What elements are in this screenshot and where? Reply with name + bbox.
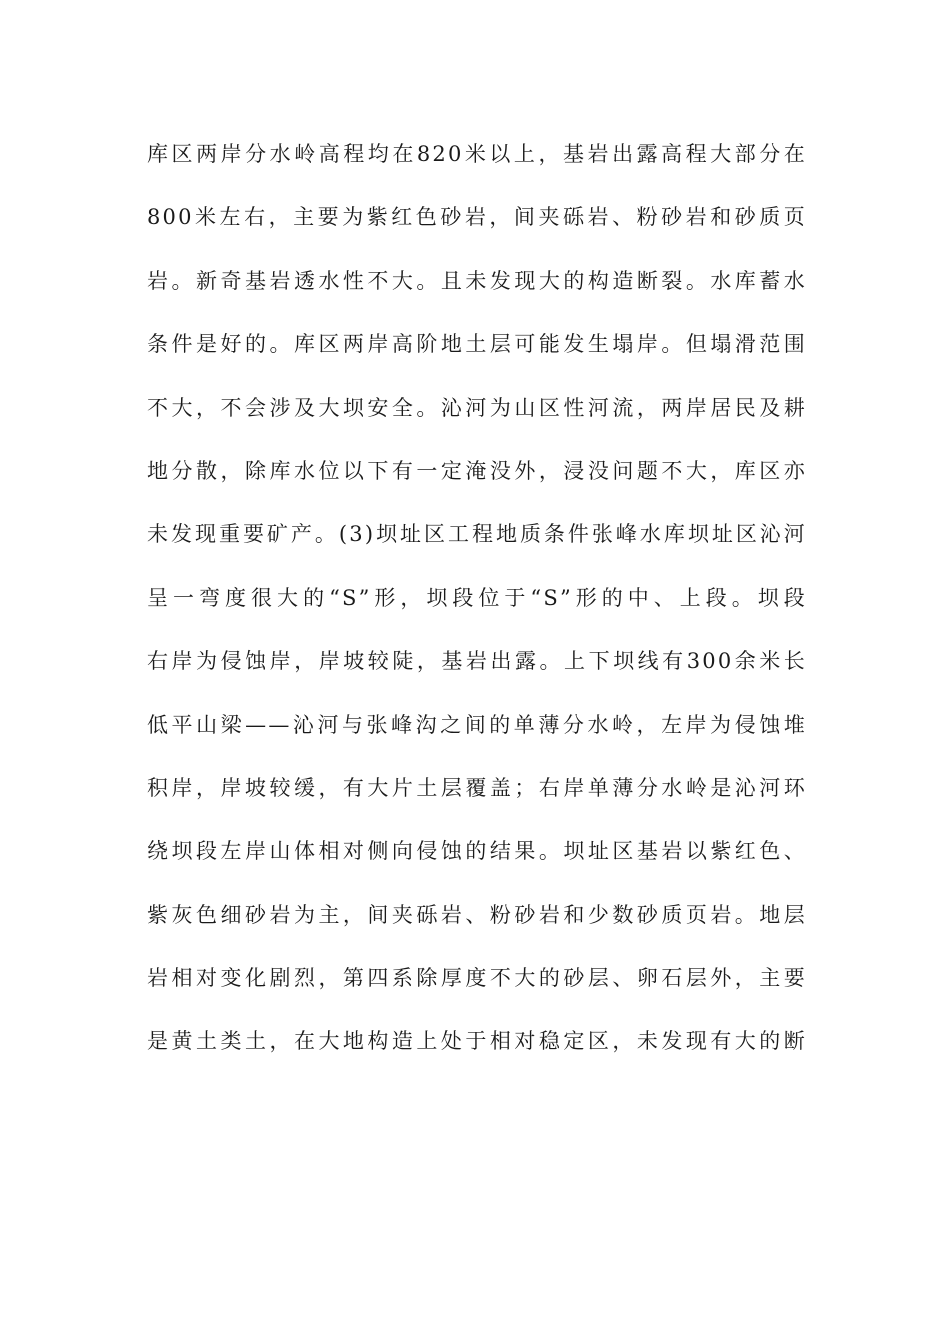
text-line: 不大，不会涉及大坝安全。沁河为山区性河流，两岸居民及耕 [147, 395, 807, 420]
text-line: 绕坝段左岸山体相对侧向侵蚀的结果。坝址区基岩以紫红色、 [147, 839, 807, 864]
text-line: 未发现重要矿产。(3)坝址区工程地质条件张峰水库坝址区沁河 [147, 522, 807, 547]
text-line: 岩。新奇基岩透水性不大。且未发现大的构造断裂。水库蓄水 [147, 268, 807, 293]
text-line: 低平山梁——沁河与张峰沟之间的单薄分水岭，左岸为侵蚀堆 [147, 712, 807, 737]
text-line: 800米左右，主要为紫红色砂岩，间夹砾岩、粉砂岩和砂质页 [147, 205, 807, 230]
body-paragraph [147, 128, 807, 1079]
text-line: 紫灰色细砂岩为主，间夹砾岩、粉砂岩和少数砂质页岩。地层 [147, 902, 807, 927]
text-line: 条件是好的。库区两岸高阶地土层可能发生塌岸。但塌滑范围 [147, 332, 807, 357]
text-line: 积岸，岸坡较缓，有大片土层覆盖；右岸单薄分水岭是沁河环 [147, 775, 807, 800]
text-line: 库区两岸分水岭高程均在820米以上，基岩出露高程大部分在 [147, 142, 807, 166]
text-line: 右岸为侵蚀岸，岸坡较陡，基岩出露。上下坝线有300余米长 [147, 649, 807, 674]
text-line: 地分散，除库水位以下有一定淹没外，浸没问题不大，库区亦 [147, 458, 807, 483]
text-line: 呈一弯度很大的“S”形，坝段位于“S”形的中、上段。坝段 [147, 585, 807, 610]
text-line: 是黄土类土，在大地构造上处于相对稳定区，未发现有大的断 [147, 1029, 807, 1054]
text-line: 岩相对变化剧烈，第四系除厚度不大的砂层、卵石层外，主要 [147, 966, 807, 991]
